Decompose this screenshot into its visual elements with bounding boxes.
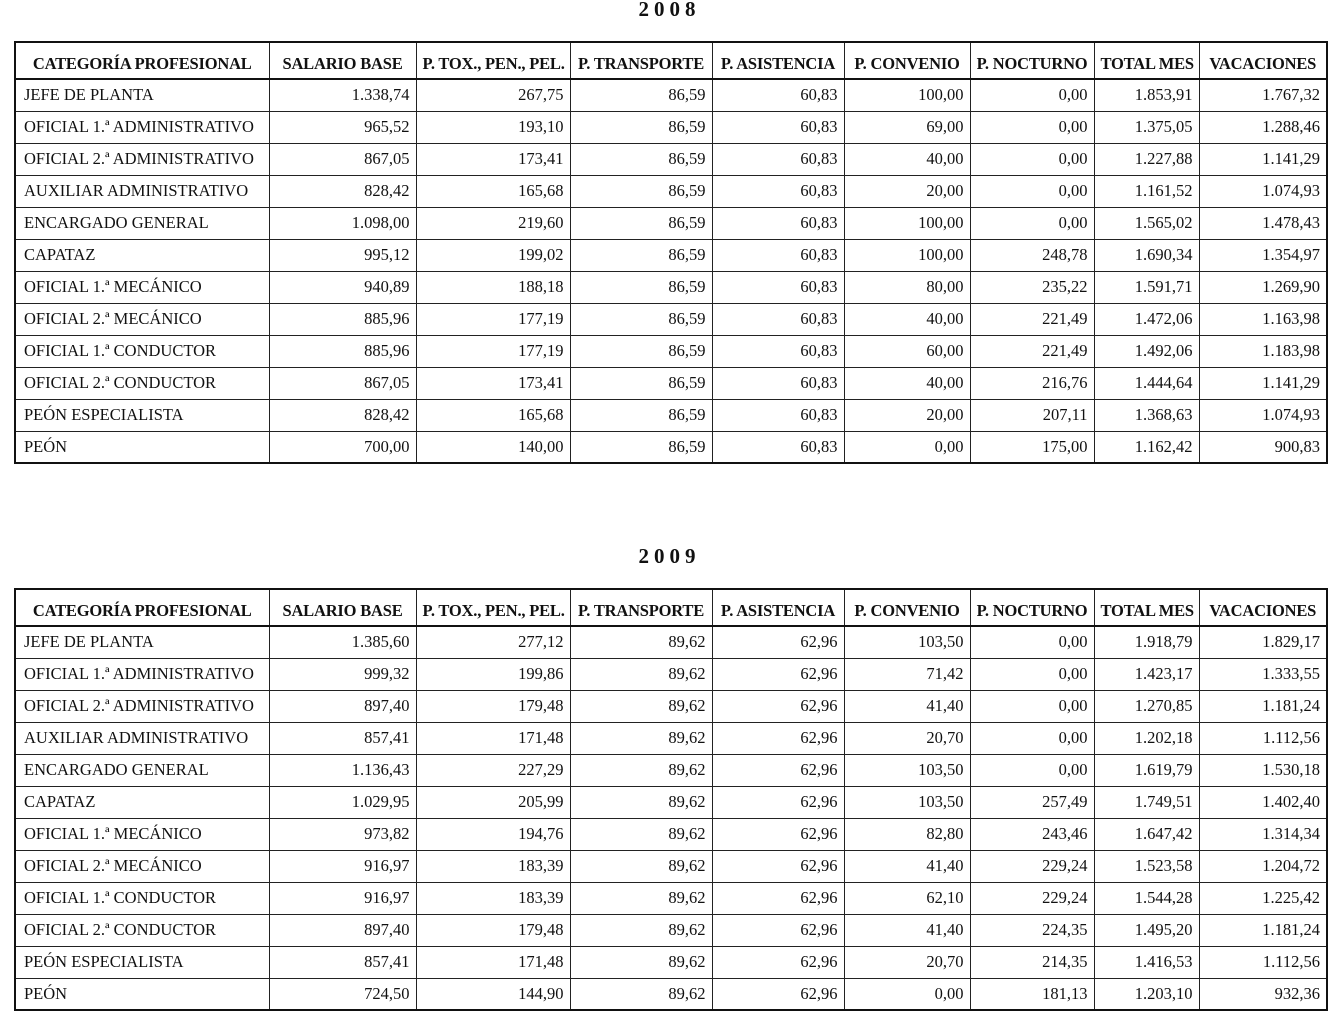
cell-p-transporte: 89,62 (570, 690, 712, 722)
cell-total-mes: 1.375,05 (1094, 111, 1199, 143)
cell-p-convenio: 20,00 (844, 399, 970, 431)
cell-p-convenio: 41,40 (844, 914, 970, 946)
cell-p-tox-pen-pel: 277,12 (416, 626, 570, 658)
cell-categoria: OFICIAL 1.ª CONDUCTOR (15, 882, 269, 914)
cell-p-transporte: 89,62 (570, 978, 712, 1010)
cell-p-tox-pen-pel: 173,41 (416, 143, 570, 175)
table-row (15, 818, 1327, 850)
cell-p-convenio: 80,00 (844, 271, 970, 303)
cell-p-asistencia: 62,96 (712, 658, 844, 690)
cell-total-mes: 1.203,10 (1094, 978, 1199, 1010)
cell-p-tox-pen-pel: 171,48 (416, 722, 570, 754)
table-row (15, 335, 1327, 367)
cell-p-transporte: 89,62 (570, 658, 712, 690)
cell-categoria: OFICIAL 1.ª MECÁNICO (15, 271, 269, 303)
cell-vacaciones: 1.225,42 (1199, 882, 1327, 914)
cell-p-tox-pen-pel: 177,19 (416, 335, 570, 367)
col-header-p-nocturno: P. NOCTURNO (970, 42, 1094, 79)
cell-p-tox-pen-pel: 183,39 (416, 850, 570, 882)
table-row (15, 754, 1327, 786)
table-row (15, 175, 1327, 207)
cell-p-convenio: 41,40 (844, 690, 970, 722)
cell-total-mes: 1.270,85 (1094, 690, 1199, 722)
cell-p-transporte: 89,62 (570, 914, 712, 946)
cell-salario-base: 867,05 (269, 143, 416, 175)
cell-vacaciones: 1.181,24 (1199, 914, 1327, 946)
cell-p-asistencia: 62,96 (712, 786, 844, 818)
col-header-total-mes: TOTAL MES (1094, 42, 1199, 79)
cell-total-mes: 1.423,17 (1094, 658, 1199, 690)
table-row (15, 882, 1327, 914)
cell-salario-base: 828,42 (269, 399, 416, 431)
cell-p-asistencia: 62,96 (712, 722, 844, 754)
cell-p-tox-pen-pel: 177,19 (416, 303, 570, 335)
cell-p-nocturno: 235,22 (970, 271, 1094, 303)
cell-p-transporte: 86,59 (570, 303, 712, 335)
table-row (15, 111, 1327, 143)
cell-p-nocturno: 181,13 (970, 978, 1094, 1010)
cell-p-transporte: 86,59 (570, 431, 712, 463)
cell-p-asistencia: 60,83 (712, 143, 844, 175)
cell-p-transporte: 86,59 (570, 79, 712, 111)
col-header-salario-base: SALARIO BASE (269, 589, 416, 626)
cell-salario-base: 940,89 (269, 271, 416, 303)
table-row (15, 399, 1327, 431)
cell-p-nocturno: 175,00 (970, 431, 1094, 463)
cell-total-mes: 1.495,20 (1094, 914, 1199, 946)
header-row (15, 42, 1327, 79)
cell-p-convenio: 41,40 (844, 850, 970, 882)
cell-p-asistencia: 62,96 (712, 626, 844, 658)
cell-vacaciones: 1.829,17 (1199, 626, 1327, 658)
cell-categoria: OFICIAL 2.ª CONDUCTOR (15, 367, 269, 399)
cell-p-asistencia: 62,96 (712, 850, 844, 882)
table-body-2009 (15, 626, 1327, 1010)
cell-vacaciones: 1.074,93 (1199, 399, 1327, 431)
cell-p-transporte: 86,59 (570, 143, 712, 175)
cell-vacaciones: 1.333,55 (1199, 658, 1327, 690)
cell-salario-base: 867,05 (269, 367, 416, 399)
cell-total-mes: 1.227,88 (1094, 143, 1199, 175)
cell-categoria: OFICIAL 1.ª MECÁNICO (15, 818, 269, 850)
cell-total-mes: 1.853,91 (1094, 79, 1199, 111)
cell-p-asistencia: 60,83 (712, 303, 844, 335)
col-header-p-tox-pen-pel: P. TOX., PEN., PEL. (416, 42, 570, 79)
cell-p-convenio: 20,00 (844, 175, 970, 207)
cell-total-mes: 1.368,63 (1094, 399, 1199, 431)
cell-salario-base: 857,41 (269, 946, 416, 978)
cell-p-convenio: 20,70 (844, 722, 970, 754)
cell-p-convenio: 62,10 (844, 882, 970, 914)
cell-total-mes: 1.161,52 (1094, 175, 1199, 207)
table-body-2008 (15, 79, 1327, 463)
cell-categoria: OFICIAL 1.ª ADMINISTRATIVO (15, 658, 269, 690)
cell-p-convenio: 60,00 (844, 335, 970, 367)
table-row (15, 722, 1327, 754)
cell-p-nocturno: 221,49 (970, 335, 1094, 367)
table-row (15, 690, 1327, 722)
cell-salario-base: 885,96 (269, 303, 416, 335)
cell-p-nocturno: 0,00 (970, 143, 1094, 175)
table-row (15, 946, 1327, 978)
cell-vacaciones: 1.530,18 (1199, 754, 1327, 786)
cell-p-convenio: 103,50 (844, 786, 970, 818)
cell-p-tox-pen-pel: 179,48 (416, 690, 570, 722)
cell-p-nocturno: 257,49 (970, 786, 1094, 818)
cell-p-nocturno: 0,00 (970, 690, 1094, 722)
cell-p-nocturno: 0,00 (970, 722, 1094, 754)
cell-vacaciones: 1.314,34 (1199, 818, 1327, 850)
cell-salario-base: 897,40 (269, 914, 416, 946)
cell-p-convenio: 20,70 (844, 946, 970, 978)
cell-categoria: CAPATAZ (15, 239, 269, 271)
cell-p-convenio: 69,00 (844, 111, 970, 143)
cell-salario-base: 1.136,43 (269, 754, 416, 786)
cell-p-nocturno: 248,78 (970, 239, 1094, 271)
cell-p-convenio: 103,50 (844, 754, 970, 786)
cell-p-convenio: 100,00 (844, 207, 970, 239)
cell-p-asistencia: 60,83 (712, 239, 844, 271)
table-row (15, 431, 1327, 463)
cell-total-mes: 1.472,06 (1094, 303, 1199, 335)
col-header-p-asistencia: P. ASISTENCIA (712, 42, 844, 79)
cell-p-asistencia: 62,96 (712, 818, 844, 850)
salary-table-2008 (14, 41, 1328, 464)
cell-salario-base: 897,40 (269, 690, 416, 722)
cell-p-transporte: 89,62 (570, 946, 712, 978)
cell-p-nocturno: 216,76 (970, 367, 1094, 399)
col-header-salario-base: SALARIO BASE (269, 42, 416, 79)
header-row (15, 589, 1327, 626)
cell-salario-base: 1.385,60 (269, 626, 416, 658)
cell-p-nocturno: 0,00 (970, 626, 1094, 658)
table-row (15, 914, 1327, 946)
cell-vacaciones: 1.767,32 (1199, 79, 1327, 111)
cell-p-nocturno: 243,46 (970, 818, 1094, 850)
cell-total-mes: 1.565,02 (1094, 207, 1199, 239)
col-header-p-tox-pen-pel: P. TOX., PEN., PEL. (416, 589, 570, 626)
cell-vacaciones: 1.112,56 (1199, 946, 1327, 978)
cell-salario-base: 724,50 (269, 978, 416, 1010)
cell-p-tox-pen-pel: 194,76 (416, 818, 570, 850)
salary-table-2009 (14, 588, 1328, 1011)
year-title-2008: 2008 (638, 0, 701, 21)
cell-p-tox-pen-pel: 165,68 (416, 175, 570, 207)
col-header-categoria: CATEGORÍA PROFESIONAL (15, 42, 269, 79)
col-header-p-convenio: P. CONVENIO (844, 42, 970, 79)
table-row (15, 79, 1327, 111)
cell-p-asistencia: 60,83 (712, 207, 844, 239)
cell-p-tox-pen-pel: 183,39 (416, 882, 570, 914)
cell-p-nocturno: 0,00 (970, 175, 1094, 207)
cell-salario-base: 700,00 (269, 431, 416, 463)
cell-p-asistencia: 60,83 (712, 111, 844, 143)
cell-p-transporte: 89,62 (570, 818, 712, 850)
cell-p-transporte: 86,59 (570, 207, 712, 239)
cell-total-mes: 1.591,71 (1094, 271, 1199, 303)
cell-categoria: OFICIAL 1.ª ADMINISTRATIVO (15, 111, 269, 143)
cell-categoria: OFICIAL 2.ª ADMINISTRATIVO (15, 690, 269, 722)
cell-categoria: ENCARGADO GENERAL (15, 754, 269, 786)
col-header-p-convenio: P. CONVENIO (844, 589, 970, 626)
cell-categoria: OFICIAL 2.ª ADMINISTRATIVO (15, 143, 269, 175)
cell-p-nocturno: 0,00 (970, 658, 1094, 690)
table-row (15, 658, 1327, 690)
cell-p-nocturno: 229,24 (970, 882, 1094, 914)
col-header-vacaciones: VACACIONES (1199, 589, 1327, 626)
table-row (15, 271, 1327, 303)
cell-p-asistencia: 60,83 (712, 399, 844, 431)
table-row (15, 786, 1327, 818)
cell-total-mes: 1.492,06 (1094, 335, 1199, 367)
cell-salario-base: 1.338,74 (269, 79, 416, 111)
col-header-vacaciones: VACACIONES (1199, 42, 1327, 79)
cell-p-nocturno: 0,00 (970, 111, 1094, 143)
cell-p-asistencia: 60,83 (712, 335, 844, 367)
cell-vacaciones: 1.112,56 (1199, 722, 1327, 754)
cell-p-transporte: 89,62 (570, 722, 712, 754)
cell-p-asistencia: 62,96 (712, 914, 844, 946)
cell-salario-base: 965,52 (269, 111, 416, 143)
cell-p-transporte: 86,59 (570, 111, 712, 143)
cell-vacaciones: 1.074,93 (1199, 175, 1327, 207)
cell-salario-base: 828,42 (269, 175, 416, 207)
cell-vacaciones: 932,36 (1199, 978, 1327, 1010)
cell-p-nocturno: 0,00 (970, 79, 1094, 111)
cell-p-convenio: 0,00 (844, 978, 970, 1010)
cell-p-transporte: 89,62 (570, 882, 712, 914)
cell-vacaciones: 1.402,40 (1199, 786, 1327, 818)
table-row (15, 850, 1327, 882)
col-header-p-nocturno: P. NOCTURNO (970, 589, 1094, 626)
cell-p-asistencia: 60,83 (712, 367, 844, 399)
cell-total-mes: 1.202,18 (1094, 722, 1199, 754)
cell-categoria: CAPATAZ (15, 786, 269, 818)
cell-categoria: OFICIAL 2.ª MECÁNICO (15, 850, 269, 882)
cell-categoria: AUXILIAR ADMINISTRATIVO (15, 175, 269, 207)
cell-categoria: OFICIAL 2.ª MECÁNICO (15, 303, 269, 335)
cell-vacaciones: 1.204,72 (1199, 850, 1327, 882)
cell-p-transporte: 89,62 (570, 626, 712, 658)
table-row (15, 367, 1327, 399)
cell-p-asistencia: 60,83 (712, 175, 844, 207)
cell-categoria: OFICIAL 1.ª CONDUCTOR (15, 335, 269, 367)
cell-total-mes: 1.749,51 (1094, 786, 1199, 818)
cell-p-tox-pen-pel: 193,10 (416, 111, 570, 143)
cell-p-tox-pen-pel: 165,68 (416, 399, 570, 431)
cell-p-tox-pen-pel: 173,41 (416, 367, 570, 399)
cell-vacaciones: 1.269,90 (1199, 271, 1327, 303)
col-header-categoria: CATEGORÍA PROFESIONAL (15, 589, 269, 626)
cell-p-transporte: 86,59 (570, 399, 712, 431)
cell-vacaciones: 1.354,97 (1199, 239, 1327, 271)
cell-p-transporte: 86,59 (570, 335, 712, 367)
cell-p-nocturno: 207,11 (970, 399, 1094, 431)
cell-p-asistencia: 62,96 (712, 882, 844, 914)
col-header-p-asistencia: P. ASISTENCIA (712, 589, 844, 626)
cell-vacaciones: 1.478,43 (1199, 207, 1327, 239)
cell-salario-base: 885,96 (269, 335, 416, 367)
cell-p-tox-pen-pel: 199,86 (416, 658, 570, 690)
cell-p-nocturno: 221,49 (970, 303, 1094, 335)
cell-p-transporte: 86,59 (570, 175, 712, 207)
table-row (15, 207, 1327, 239)
cell-total-mes: 1.444,64 (1094, 367, 1199, 399)
cell-salario-base: 1.029,95 (269, 786, 416, 818)
cell-p-tox-pen-pel: 140,00 (416, 431, 570, 463)
cell-categoria: PEÓN ESPECIALISTA (15, 946, 269, 978)
cell-categoria: JEFE DE PLANTA (15, 626, 269, 658)
cell-vacaciones: 1.181,24 (1199, 690, 1327, 722)
cell-salario-base: 916,97 (269, 850, 416, 882)
table-row (15, 239, 1327, 271)
cell-p-tox-pen-pel: 144,90 (416, 978, 570, 1010)
cell-categoria: ENCARGADO GENERAL (15, 207, 269, 239)
cell-salario-base: 999,32 (269, 658, 416, 690)
cell-p-convenio: 0,00 (844, 431, 970, 463)
cell-p-asistencia: 62,96 (712, 754, 844, 786)
col-header-p-transporte: P. TRANSPORTE (570, 589, 712, 626)
table-row (15, 626, 1327, 658)
cell-p-tox-pen-pel: 227,29 (416, 754, 570, 786)
cell-p-asistencia: 62,96 (712, 690, 844, 722)
cell-p-nocturno: 0,00 (970, 754, 1094, 786)
cell-p-convenio: 100,00 (844, 239, 970, 271)
cell-p-tox-pen-pel: 219,60 (416, 207, 570, 239)
cell-p-nocturno: 229,24 (970, 850, 1094, 882)
cell-salario-base: 1.098,00 (269, 207, 416, 239)
cell-categoria: OFICIAL 2.ª CONDUCTOR (15, 914, 269, 946)
cell-p-convenio: 40,00 (844, 303, 970, 335)
cell-p-asistencia: 60,83 (712, 431, 844, 463)
cell-vacaciones: 1.183,98 (1199, 335, 1327, 367)
cell-p-transporte: 86,59 (570, 239, 712, 271)
cell-p-convenio: 100,00 (844, 79, 970, 111)
cell-total-mes: 1.544,28 (1094, 882, 1199, 914)
cell-p-transporte: 89,62 (570, 754, 712, 786)
cell-total-mes: 1.619,79 (1094, 754, 1199, 786)
cell-p-asistencia: 60,83 (712, 271, 844, 303)
cell-p-transporte: 89,62 (570, 850, 712, 882)
cell-total-mes: 1.523,58 (1094, 850, 1199, 882)
cell-p-asistencia: 60,83 (712, 79, 844, 111)
cell-p-tox-pen-pel: 171,48 (416, 946, 570, 978)
cell-p-tox-pen-pel: 267,75 (416, 79, 570, 111)
cell-salario-base: 916,97 (269, 882, 416, 914)
cell-p-convenio: 40,00 (844, 367, 970, 399)
cell-p-convenio: 82,80 (844, 818, 970, 850)
cell-total-mes: 1.690,34 (1094, 239, 1199, 271)
cell-p-nocturno: 214,35 (970, 946, 1094, 978)
year-title-2009: 2009 (638, 544, 701, 568)
cell-p-tox-pen-pel: 179,48 (416, 914, 570, 946)
cell-vacaciones: 900,83 (1199, 431, 1327, 463)
cell-vacaciones: 1.141,29 (1199, 143, 1327, 175)
cell-p-convenio: 71,42 (844, 658, 970, 690)
cell-total-mes: 1.918,79 (1094, 626, 1199, 658)
col-header-p-transporte: P. TRANSPORTE (570, 42, 712, 79)
cell-vacaciones: 1.141,29 (1199, 367, 1327, 399)
cell-categoria: PEÓN ESPECIALISTA (15, 399, 269, 431)
cell-vacaciones: 1.163,98 (1199, 303, 1327, 335)
cell-p-tox-pen-pel: 199,02 (416, 239, 570, 271)
cell-categoria: PEÓN (15, 431, 269, 463)
cell-p-asistencia: 62,96 (712, 978, 844, 1010)
cell-total-mes: 1.416,53 (1094, 946, 1199, 978)
cell-total-mes: 1.162,42 (1094, 431, 1199, 463)
cell-salario-base: 973,82 (269, 818, 416, 850)
col-header-total-mes: TOTAL MES (1094, 589, 1199, 626)
cell-p-tox-pen-pel: 188,18 (416, 271, 570, 303)
cell-total-mes: 1.647,42 (1094, 818, 1199, 850)
cell-categoria: PEÓN (15, 978, 269, 1010)
cell-p-asistencia: 62,96 (712, 946, 844, 978)
cell-categoria: AUXILIAR ADMINISTRATIVO (15, 722, 269, 754)
cell-categoria: JEFE DE PLANTA (15, 79, 269, 111)
cell-p-nocturno: 224,35 (970, 914, 1094, 946)
cell-p-convenio: 103,50 (844, 626, 970, 658)
table-row (15, 143, 1327, 175)
cell-salario-base: 857,41 (269, 722, 416, 754)
table-row (15, 303, 1327, 335)
cell-salario-base: 995,12 (269, 239, 416, 271)
cell-p-tox-pen-pel: 205,99 (416, 786, 570, 818)
cell-p-transporte: 86,59 (570, 271, 712, 303)
cell-vacaciones: 1.288,46 (1199, 111, 1327, 143)
cell-p-transporte: 86,59 (570, 367, 712, 399)
cell-p-nocturno: 0,00 (970, 207, 1094, 239)
cell-p-transporte: 89,62 (570, 786, 712, 818)
cell-p-convenio: 40,00 (844, 143, 970, 175)
table-row (15, 978, 1327, 1010)
